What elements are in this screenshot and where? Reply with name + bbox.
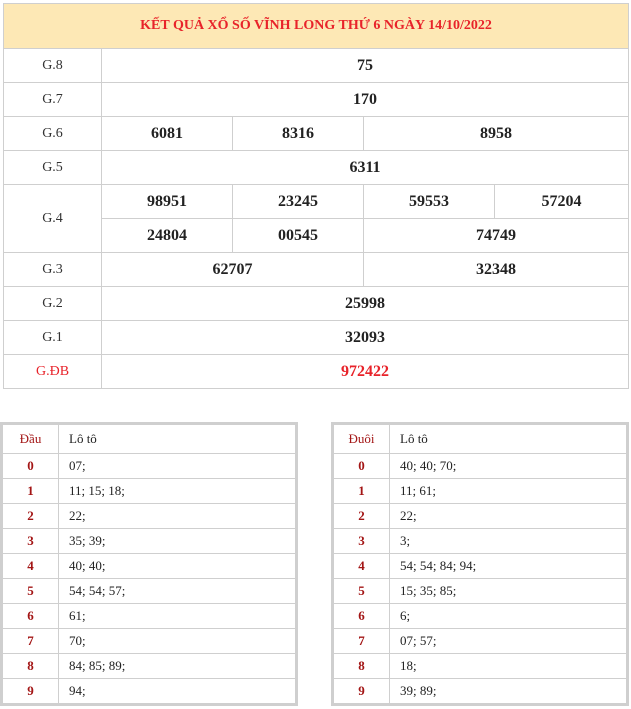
loto-row <box>2 654 297 679</box>
loto-header-row <box>333 424 628 454</box>
loto-row <box>2 504 297 529</box>
prize-number: 59553 <box>364 185 495 219</box>
prize-number: 170 <box>102 83 629 117</box>
prize-label: G.2 <box>4 287 102 321</box>
loto-values: 6; <box>390 604 628 629</box>
loto-key: 0 <box>333 454 390 479</box>
loto-row <box>333 629 628 654</box>
loto-values: 11; 61; <box>390 479 628 504</box>
prize-number: 98951 <box>102 185 233 219</box>
loto-key: 6 <box>2 604 59 629</box>
col-head-label: Đầu <box>2 424 59 454</box>
loto-row <box>333 654 628 679</box>
loto-values: 70; <box>59 629 297 654</box>
prize-number: 8958 <box>364 117 629 151</box>
prize-number: 75 <box>102 49 629 83</box>
special-prize-number: 972422 <box>102 355 629 389</box>
prize-row-g8 <box>4 49 629 83</box>
loto-values: 3; <box>390 529 628 554</box>
prize-row-g1 <box>4 321 629 355</box>
loto-row <box>2 554 297 579</box>
prize-label: G.7 <box>4 83 102 117</box>
prize-label: G.3 <box>4 253 102 287</box>
prize-row-g7 <box>4 83 629 117</box>
loto-key: 0 <box>2 454 59 479</box>
prize-number: 25998 <box>102 287 629 321</box>
prize-label: G.1 <box>4 321 102 355</box>
loto-row <box>333 479 628 504</box>
loto-values: 18; <box>390 654 628 679</box>
prize-label: G.5 <box>4 151 102 185</box>
col-loto-label: Lô tô <box>390 424 628 454</box>
loto-key: 6 <box>333 604 390 629</box>
loto-row <box>2 629 297 654</box>
loto-key: 4 <box>333 554 390 579</box>
prize-label: G.6 <box>4 117 102 151</box>
loto-values: 61; <box>59 604 297 629</box>
loto-values: 39; 89; <box>390 679 628 705</box>
loto-key: 7 <box>2 629 59 654</box>
prize-row-g5 <box>4 151 629 185</box>
loto-values: 40; 40; <box>59 554 297 579</box>
prize-number: 62707 <box>102 253 364 287</box>
loto-key: 8 <box>2 654 59 679</box>
prize-label-special: G.ĐB <box>4 355 102 389</box>
prize-number: 32348 <box>364 253 629 287</box>
loto-key: 2 <box>2 504 59 529</box>
prize-row-g2 <box>4 287 629 321</box>
loto-key: 3 <box>2 529 59 554</box>
loto-tail-table <box>331 422 629 706</box>
loto-row <box>333 529 628 554</box>
loto-key: 1 <box>333 479 390 504</box>
prize-row-g3 <box>4 253 629 287</box>
prize-number: 24804 <box>102 219 233 253</box>
loto-key: 5 <box>333 579 390 604</box>
prize-number: 32093 <box>102 321 629 355</box>
loto-row <box>2 604 297 629</box>
loto-row <box>333 504 628 529</box>
loto-values: 11; 15; 18; <box>59 479 297 504</box>
loto-values: 15; 35; 85; <box>390 579 628 604</box>
loto-values: 54; 54; 84; 94; <box>390 554 628 579</box>
loto-row <box>333 454 628 479</box>
loto-key: 7 <box>333 629 390 654</box>
results-title: KẾT QUẢ XỔ SỐ VĨNH LONG THỨ 6 NGÀY 14/10/2022 <box>4 4 629 49</box>
loto-key: 9 <box>2 679 59 705</box>
loto-header-row <box>2 424 297 454</box>
col-loto-label: Lô tô <box>59 424 297 454</box>
prize-row-gdb <box>4 355 629 389</box>
loto-values: 22; <box>390 504 628 529</box>
loto-values: 54; 54; 57; <box>59 579 297 604</box>
loto-values: 35; 39; <box>59 529 297 554</box>
loto-row <box>2 579 297 604</box>
prize-number: 00545 <box>233 219 364 253</box>
loto-key: 3 <box>333 529 390 554</box>
prize-number: 23245 <box>233 185 364 219</box>
loto-row <box>2 479 297 504</box>
col-tail-label: Đuôi <box>333 424 390 454</box>
loto-values: 07; <box>59 454 297 479</box>
prize-number: 74749 <box>364 219 629 253</box>
loto-values: 84; 85; 89; <box>59 654 297 679</box>
prize-row-g4 <box>4 185 629 219</box>
loto-key: 1 <box>2 479 59 504</box>
prize-number: 6081 <box>102 117 233 151</box>
loto-row <box>2 529 297 554</box>
loto-values: 94; <box>59 679 297 705</box>
prize-number: 8316 <box>233 117 364 151</box>
prize-label: G.8 <box>4 49 102 83</box>
loto-row <box>2 454 297 479</box>
prize-label: G.4 <box>4 185 102 253</box>
loto-row <box>333 579 628 604</box>
loto-values: 40; 40; 70; <box>390 454 628 479</box>
prize-number: 6311 <box>102 151 629 185</box>
loto-values: 22; <box>59 504 297 529</box>
loto-key: 9 <box>333 679 390 705</box>
prize-number: 57204 <box>495 185 629 219</box>
loto-row <box>333 679 628 705</box>
loto-head-table <box>0 422 298 706</box>
loto-key: 4 <box>2 554 59 579</box>
loto-key: 5 <box>2 579 59 604</box>
loto-row <box>333 554 628 579</box>
loto-row <box>2 679 297 705</box>
loto-key: 2 <box>333 504 390 529</box>
prize-row-g6 <box>4 117 629 151</box>
loto-key: 8 <box>333 654 390 679</box>
loto-values: 07; 57; <box>390 629 628 654</box>
results-table <box>3 3 629 389</box>
loto-row <box>333 604 628 629</box>
